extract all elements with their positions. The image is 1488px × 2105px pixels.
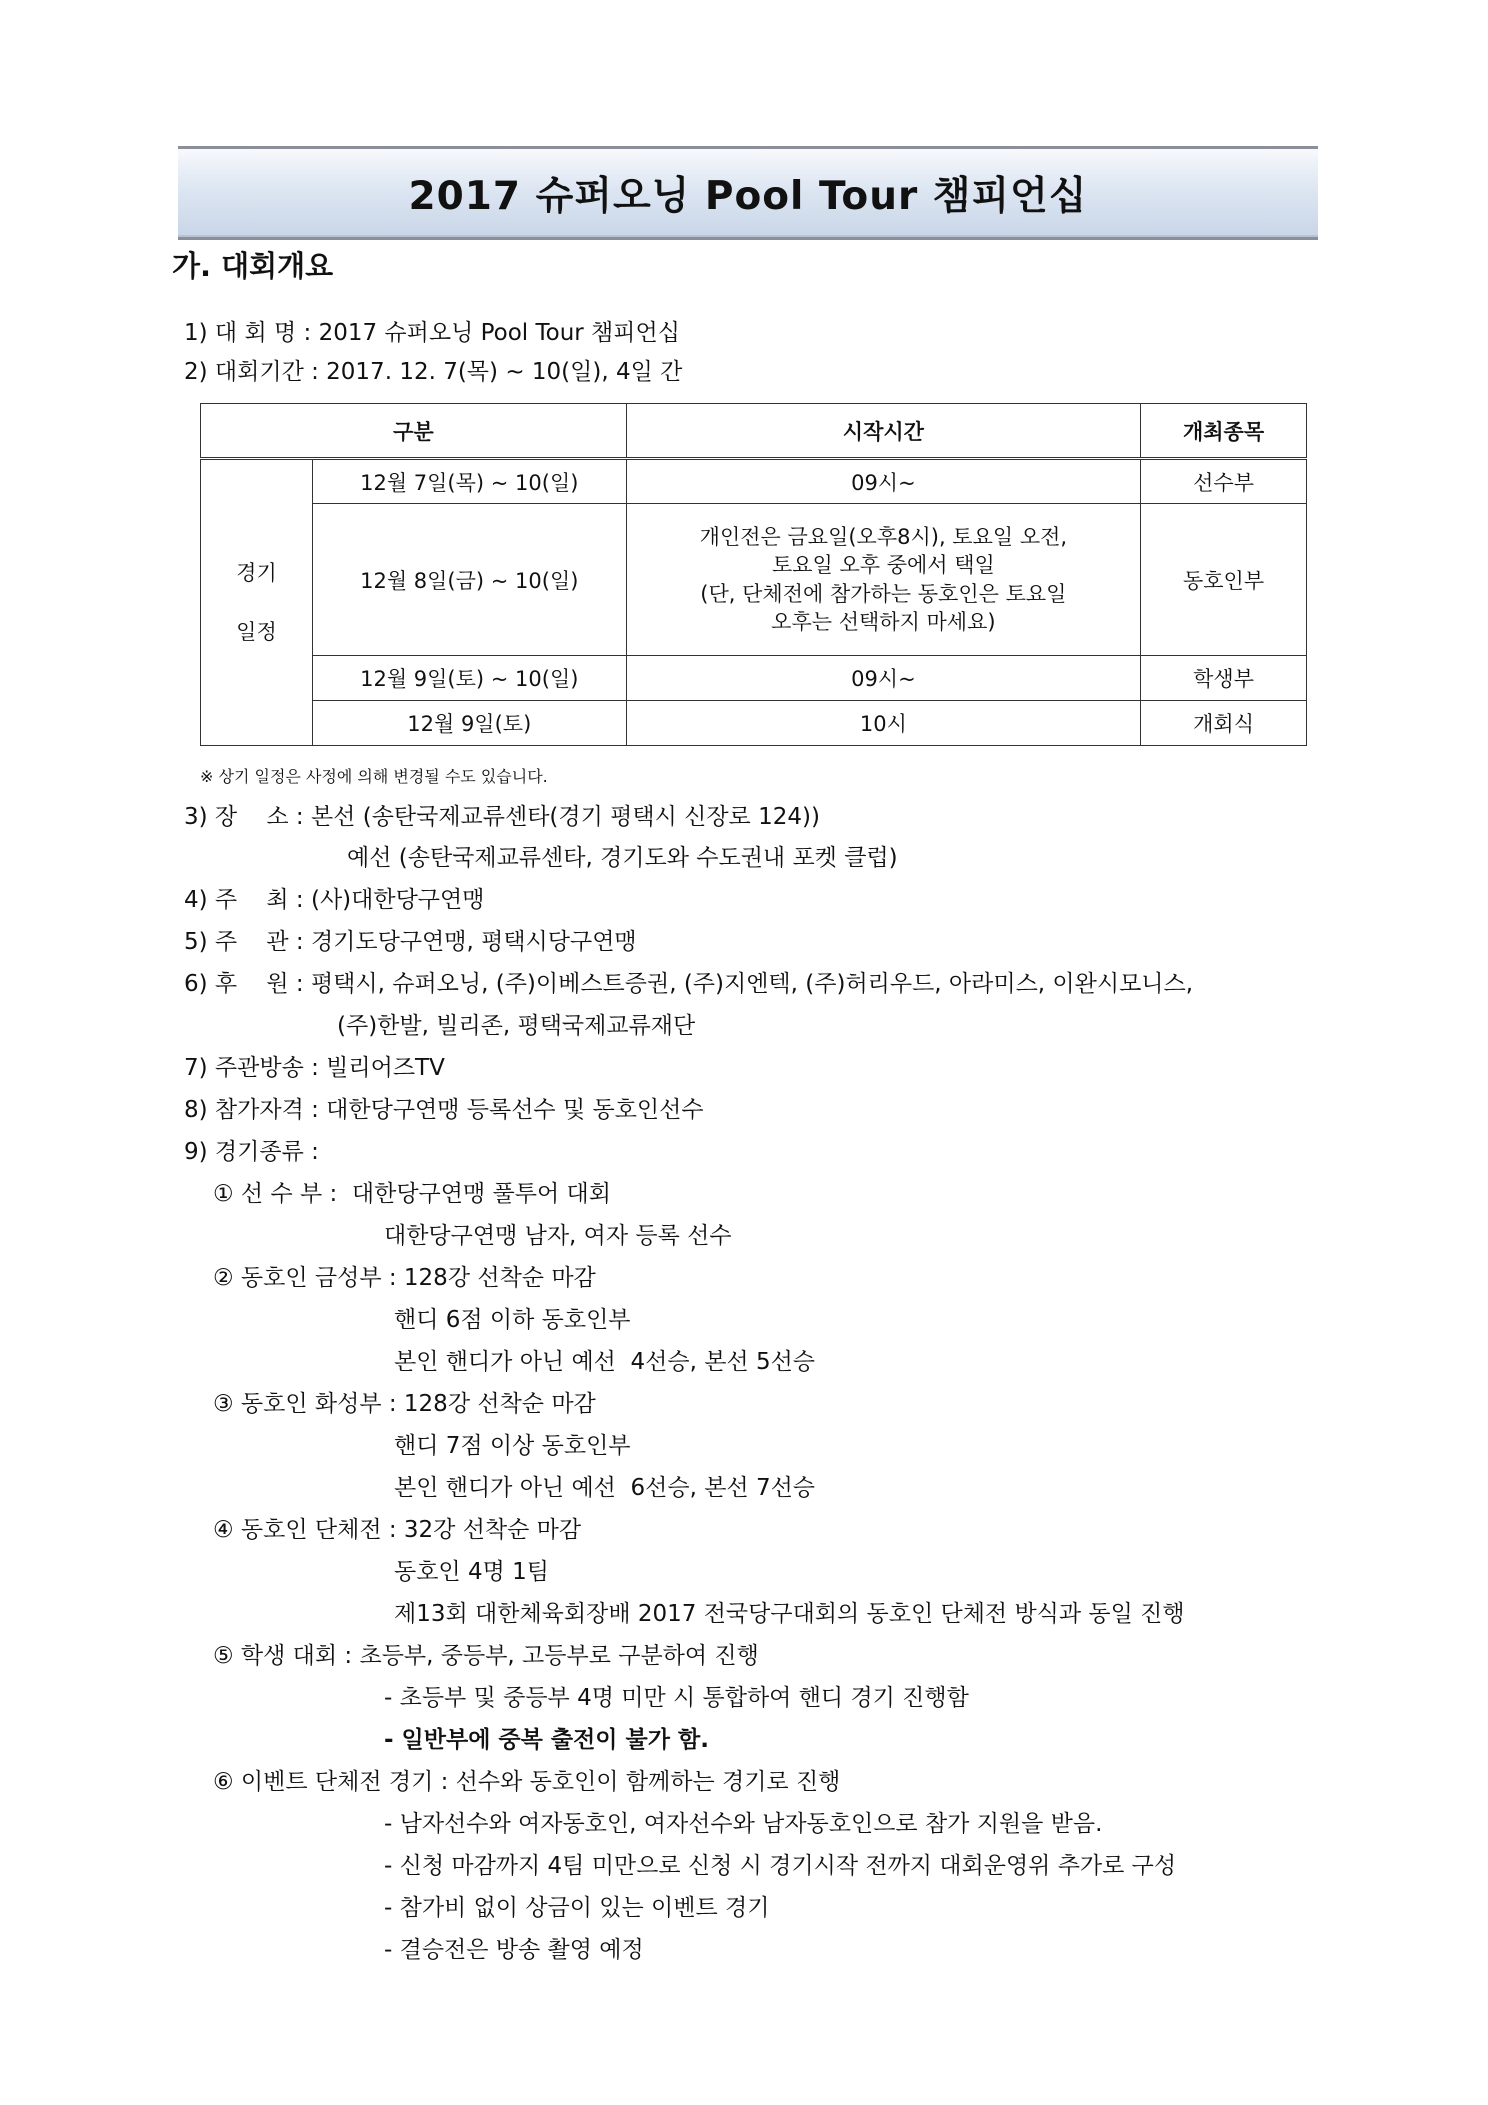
sponsor-line-2: (주)한발, 빌리존, 평택국제교류재단 (337, 1013, 696, 1039)
row-event: 동호인부 (1141, 504, 1307, 656)
category-4-line: ④ 동호인 단체전 : 32강 선착순 마감 (213, 1517, 582, 1543)
venue-line: 3) 장 소 : 본선 (송탄국제교류센타(경기 평택시 신장로 124)) (184, 804, 820, 830)
organizer-line: 5) 주 관 : 경기도당구연맹, 평택시당구연맹 (184, 929, 637, 955)
category-4-detail: 제13회 대한체육회장배 2017 전국당구대회의 동호인 단체전 방식과 동일 진행 (394, 1601, 1185, 1627)
row-event: 선수부 (1141, 459, 1307, 504)
category-5-detail: - 초등부 및 중등부 4명 미만 시 통합하여 핸디 경기 진행함 (384, 1685, 969, 1711)
title-banner (178, 146, 1318, 240)
category-3-line: ③ 동호인 화성부 : 128강 선착순 마감 (213, 1391, 596, 1417)
venue-line-2: 예선 (송탄국제교류센타, 경기도와 수도권내 포켓 클럽) (347, 845, 898, 871)
row-time: 10시 (626, 701, 1140, 746)
group-label-1: 경기 (236, 560, 277, 585)
category-5-line: ⑤ 학생 대회 : 초등부, 중등부, 고등부로 구분하여 진행 (213, 1643, 759, 1669)
row-date: 12월 9일(토) ~ 10(일) (312, 656, 626, 701)
time-line: (단, 단체전에 참가하는 동호인은 토요일 (700, 581, 1067, 606)
category-1-line: ① 선 수 부 : 대한당구연맹 풀투어 대회 (213, 1181, 611, 1207)
category-6-detail: - 남자선수와 여자동호인, 여자선수와 남자동호인으로 참가 지원을 받음. (384, 1811, 1103, 1837)
table-row (201, 459, 1307, 504)
row-time: 09시~ (626, 656, 1140, 701)
host-line: 4) 주 최 : (사)대한당구연맹 (184, 887, 485, 913)
row-event: 개회식 (1141, 701, 1307, 746)
category-2-detail: 본인 핸디가 아닌 예선 4선승, 본선 5선승 (394, 1349, 816, 1375)
broadcast-line: 7) 주관방송 : 빌리어즈TV (184, 1055, 445, 1081)
sponsor-line: 6) 후 원 : 평택시, 슈퍼오닝, (주)이베스트증권, (주)지엔텍, (주)허리우드, 아라미스, 이완시모니스, (184, 971, 1194, 997)
event-name-line: 1) 대 회 명 : 2017 슈퍼오닝 Pool Tour 챔피언십 (184, 320, 680, 346)
time-line: 토요일 오후 중에서 택일 (771, 553, 995, 578)
category-3-detail: 본인 핸디가 아닌 예선 6선승, 본선 7선승 (394, 1475, 816, 1501)
category-6-detail: - 결승전은 방송 촬영 예정 (384, 1937, 644, 1963)
document-title: 2017 슈퍼오닝 Pool Tour 챔피언십 (408, 174, 1088, 219)
category-2-detail: 핸디 6점 이하 동호인부 (394, 1307, 631, 1333)
group-label-2: 일정 (236, 619, 277, 644)
category-6-detail: - 신청 마감까지 4팀 미만으로 신청 시 경기시작 전까지 대회운영위 추가로 구성 (384, 1853, 1177, 1879)
category-4-detail: 동호인 4명 1팀 (394, 1559, 549, 1585)
row-time: 09시~ (626, 459, 1140, 504)
category-2-line: ② 동호인 금성부 : 128강 선착순 마감 (213, 1265, 596, 1291)
section-heading: 가. 대회개요 (172, 249, 334, 283)
categories-line: 9) 경기종류 : (184, 1139, 319, 1165)
category-1-detail: 대한당구연맹 남자, 여자 등록 선수 (384, 1223, 732, 1249)
table-header-row (201, 404, 1307, 459)
row-time-multiline (626, 504, 1140, 656)
header-category: 구분 (201, 404, 627, 459)
category-6-line: ⑥ 이벤트 단체전 경기 : 선수와 동호인이 함께하는 경기로 진행 (213, 1769, 841, 1795)
row-date: 12월 9일(토) (312, 701, 626, 746)
time-line: 개인전은 금요일(오후8시), 토요일 오전, (699, 524, 1068, 549)
category-5-warning: - 일반부에 중복 출전이 불가 함. (384, 1727, 709, 1753)
header-start-time: 시작시간 (626, 404, 1140, 459)
eligibility-line: 8) 참가자격 : 대한당구연맹 등록선수 및 동호인선수 (184, 1097, 704, 1123)
row-date: 12월 8일(금) ~ 10(일) (312, 504, 626, 656)
row-date: 12월 7일(목) ~ 10(일) (312, 459, 626, 504)
event-period-line: 2) 대회기간 : 2017. 12. 7(목) ~ 10(일), 4일 간 (184, 359, 683, 385)
table-row (201, 504, 1307, 656)
table-row (201, 701, 1307, 746)
category-3-detail: 핸디 7점 이상 동호인부 (394, 1433, 631, 1459)
header-event: 개최종목 (1141, 404, 1307, 459)
schedule-table (200, 403, 1307, 746)
group-label-cell (201, 459, 313, 746)
schedule-note: ※ 상기 일정은 사정에 의해 변경될 수도 있습니다. (200, 767, 548, 786)
row-event: 학생부 (1141, 656, 1307, 701)
category-6-detail: - 참가비 없이 상금이 있는 이벤트 경기 (384, 1895, 770, 1921)
table-row (201, 656, 1307, 701)
time-line: 오후는 선택하지 마세요) (771, 609, 996, 634)
